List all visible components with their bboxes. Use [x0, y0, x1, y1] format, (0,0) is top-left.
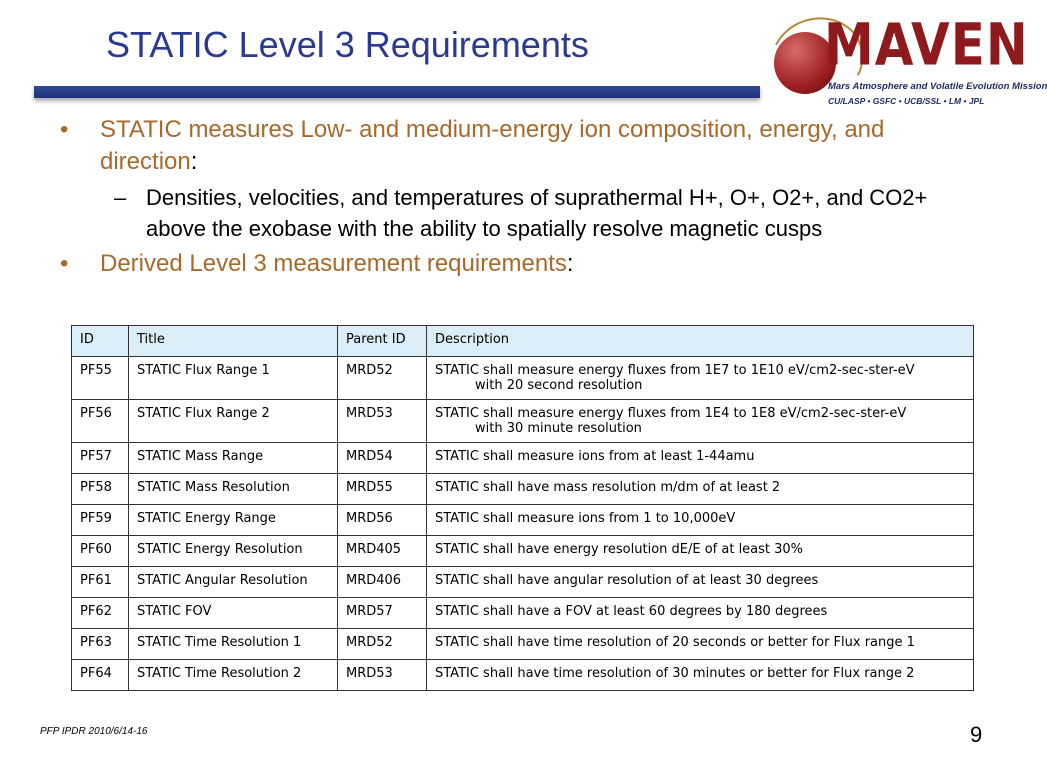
table-row — [72, 443, 974, 474]
bullet-text: STATIC measures Low- and medium-energy ion composition, energy, and direction — [100, 116, 885, 175]
table-row — [72, 505, 974, 536]
table-row — [72, 598, 974, 629]
footer-text: PFP IPDR 2010/6/14-16 — [40, 726, 148, 737]
header-description: Description — [427, 326, 974, 357]
table-row — [72, 536, 974, 567]
header-parent-id: Parent ID — [338, 326, 427, 357]
cell-title: STATIC Mass Resolution — [129, 474, 338, 505]
cell-id: PF62 — [72, 598, 129, 629]
cell-id: PF61 — [72, 567, 129, 598]
cell-parent-id: MRD406 — [338, 567, 427, 598]
cell-title: STATIC Energy Resolution — [129, 536, 338, 567]
description-text: STATIC shall measure energy fluxes from 1E7 to 1E10 eV/cm2-sec-ster-eV — [435, 363, 915, 378]
table-row — [72, 629, 974, 660]
bullet-item-composition — [58, 114, 958, 178]
description-continuation: with 20 second resolution — [475, 378, 643, 393]
sub-bullet-text: Densities, velocities, and temperatures of suprathermal H+, O+, O2+, and CO2+ above the exobase with the ability to spatially resolve magnetic cusps — [146, 185, 928, 241]
cell-description — [427, 536, 974, 567]
table-header-row — [72, 326, 974, 357]
header-id: ID — [72, 326, 129, 357]
header-title: Title — [129, 326, 338, 357]
bullet-item-derived — [58, 248, 958, 280]
cell-title: STATIC Flux Range 1 — [129, 357, 338, 400]
cell-title: STATIC Time Resolution 1 — [129, 629, 338, 660]
description-text: STATIC shall have energy resolution dE/E of at least 30% — [435, 542, 804, 557]
table-row — [72, 400, 974, 443]
cell-id: PF58 — [72, 474, 129, 505]
cell-description — [427, 567, 974, 598]
table-body — [72, 357, 974, 691]
cell-parent-id: MRD54 — [338, 443, 427, 474]
table-row — [72, 660, 974, 691]
cell-description — [427, 598, 974, 629]
logo-subtitle: Mars Atmosphere and Volatile Evolution Mission — [828, 81, 1047, 92]
cell-id: PF55 — [72, 357, 129, 400]
cell-description — [427, 660, 974, 691]
description-text: STATIC shall have mass resolution m/dm of at least 2 — [435, 480, 781, 495]
cell-description — [427, 400, 974, 443]
cell-parent-id: MRD57 — [338, 598, 427, 629]
cell-id: PF59 — [72, 505, 129, 536]
bullet-dot-icon: • — [60, 116, 69, 143]
cell-title: STATIC Mass Range — [129, 443, 338, 474]
description-text: STATIC shall have a FOV at least 60 degrees by 180 degrees — [435, 604, 828, 619]
cell-id: PF63 — [72, 629, 129, 660]
cell-description — [427, 357, 974, 400]
requirements-table — [71, 325, 974, 691]
cell-parent-id: MRD53 — [338, 400, 427, 443]
bullet-list — [58, 114, 958, 280]
cell-title: STATIC Energy Range — [129, 505, 338, 536]
cell-title: STATIC Angular Resolution — [129, 567, 338, 598]
page-number: 9 — [970, 722, 983, 747]
maven-logo — [770, 10, 1047, 110]
table-row — [72, 474, 974, 505]
sub-bullet-item — [58, 182, 946, 244]
cell-parent-id: MRD53 — [338, 660, 427, 691]
cell-title: STATIC FOV — [129, 598, 338, 629]
cell-description — [427, 443, 974, 474]
cell-parent-id: MRD52 — [338, 357, 427, 400]
cell-description — [427, 474, 974, 505]
description-text: STATIC shall have angular resolution of at least 30 degrees — [435, 573, 819, 588]
title-underline-bar — [34, 86, 760, 98]
description-text: STATIC shall measure energy fluxes from 1E4 to 1E8 eV/cm2-sec-ster-eV — [435, 406, 907, 421]
logo-partners: CU/LASP • GSFC • UCB/SSL • LM • JPL — [828, 96, 985, 106]
table-row — [72, 357, 974, 400]
logo-wordmark: MAVEN — [824, 11, 1029, 79]
bullet-colon: : — [190, 148, 198, 175]
bullet-dot-icon: • — [60, 250, 69, 277]
description-text: STATIC shall have time resolution of 20 seconds or better for Flux range 1 — [435, 635, 915, 650]
cell-description — [427, 629, 974, 660]
cell-id: PF64 — [72, 660, 129, 691]
description-text: STATIC shall measure ions from 1 to 10,000eV — [435, 511, 736, 526]
description-text: STATIC shall measure ions from at least 1-44amu — [435, 449, 755, 464]
cell-title: STATIC Flux Range 2 — [129, 400, 338, 443]
description-text: STATIC shall have time resolution of 30 minutes or better for Flux range 2 — [435, 666, 915, 681]
description-continuation: with 30 minute resolution — [475, 421, 642, 436]
cell-id: PF56 — [72, 400, 129, 443]
cell-parent-id: MRD405 — [338, 536, 427, 567]
bullet-colon: : — [566, 250, 574, 277]
table-row — [72, 567, 974, 598]
bullet-text: Derived Level 3 measurement requirements — [100, 250, 567, 277]
slide-title: STATIC Level 3 Requirements — [106, 24, 589, 65]
sub-bullet-dash-icon: – — [114, 185, 127, 210]
cell-id: PF57 — [72, 443, 129, 474]
cell-parent-id: MRD52 — [338, 629, 427, 660]
cell-parent-id: MRD56 — [338, 505, 427, 536]
cell-title: STATIC Time Resolution 2 — [129, 660, 338, 691]
cell-id: PF60 — [72, 536, 129, 567]
cell-description — [427, 505, 974, 536]
cell-parent-id: MRD55 — [338, 474, 427, 505]
